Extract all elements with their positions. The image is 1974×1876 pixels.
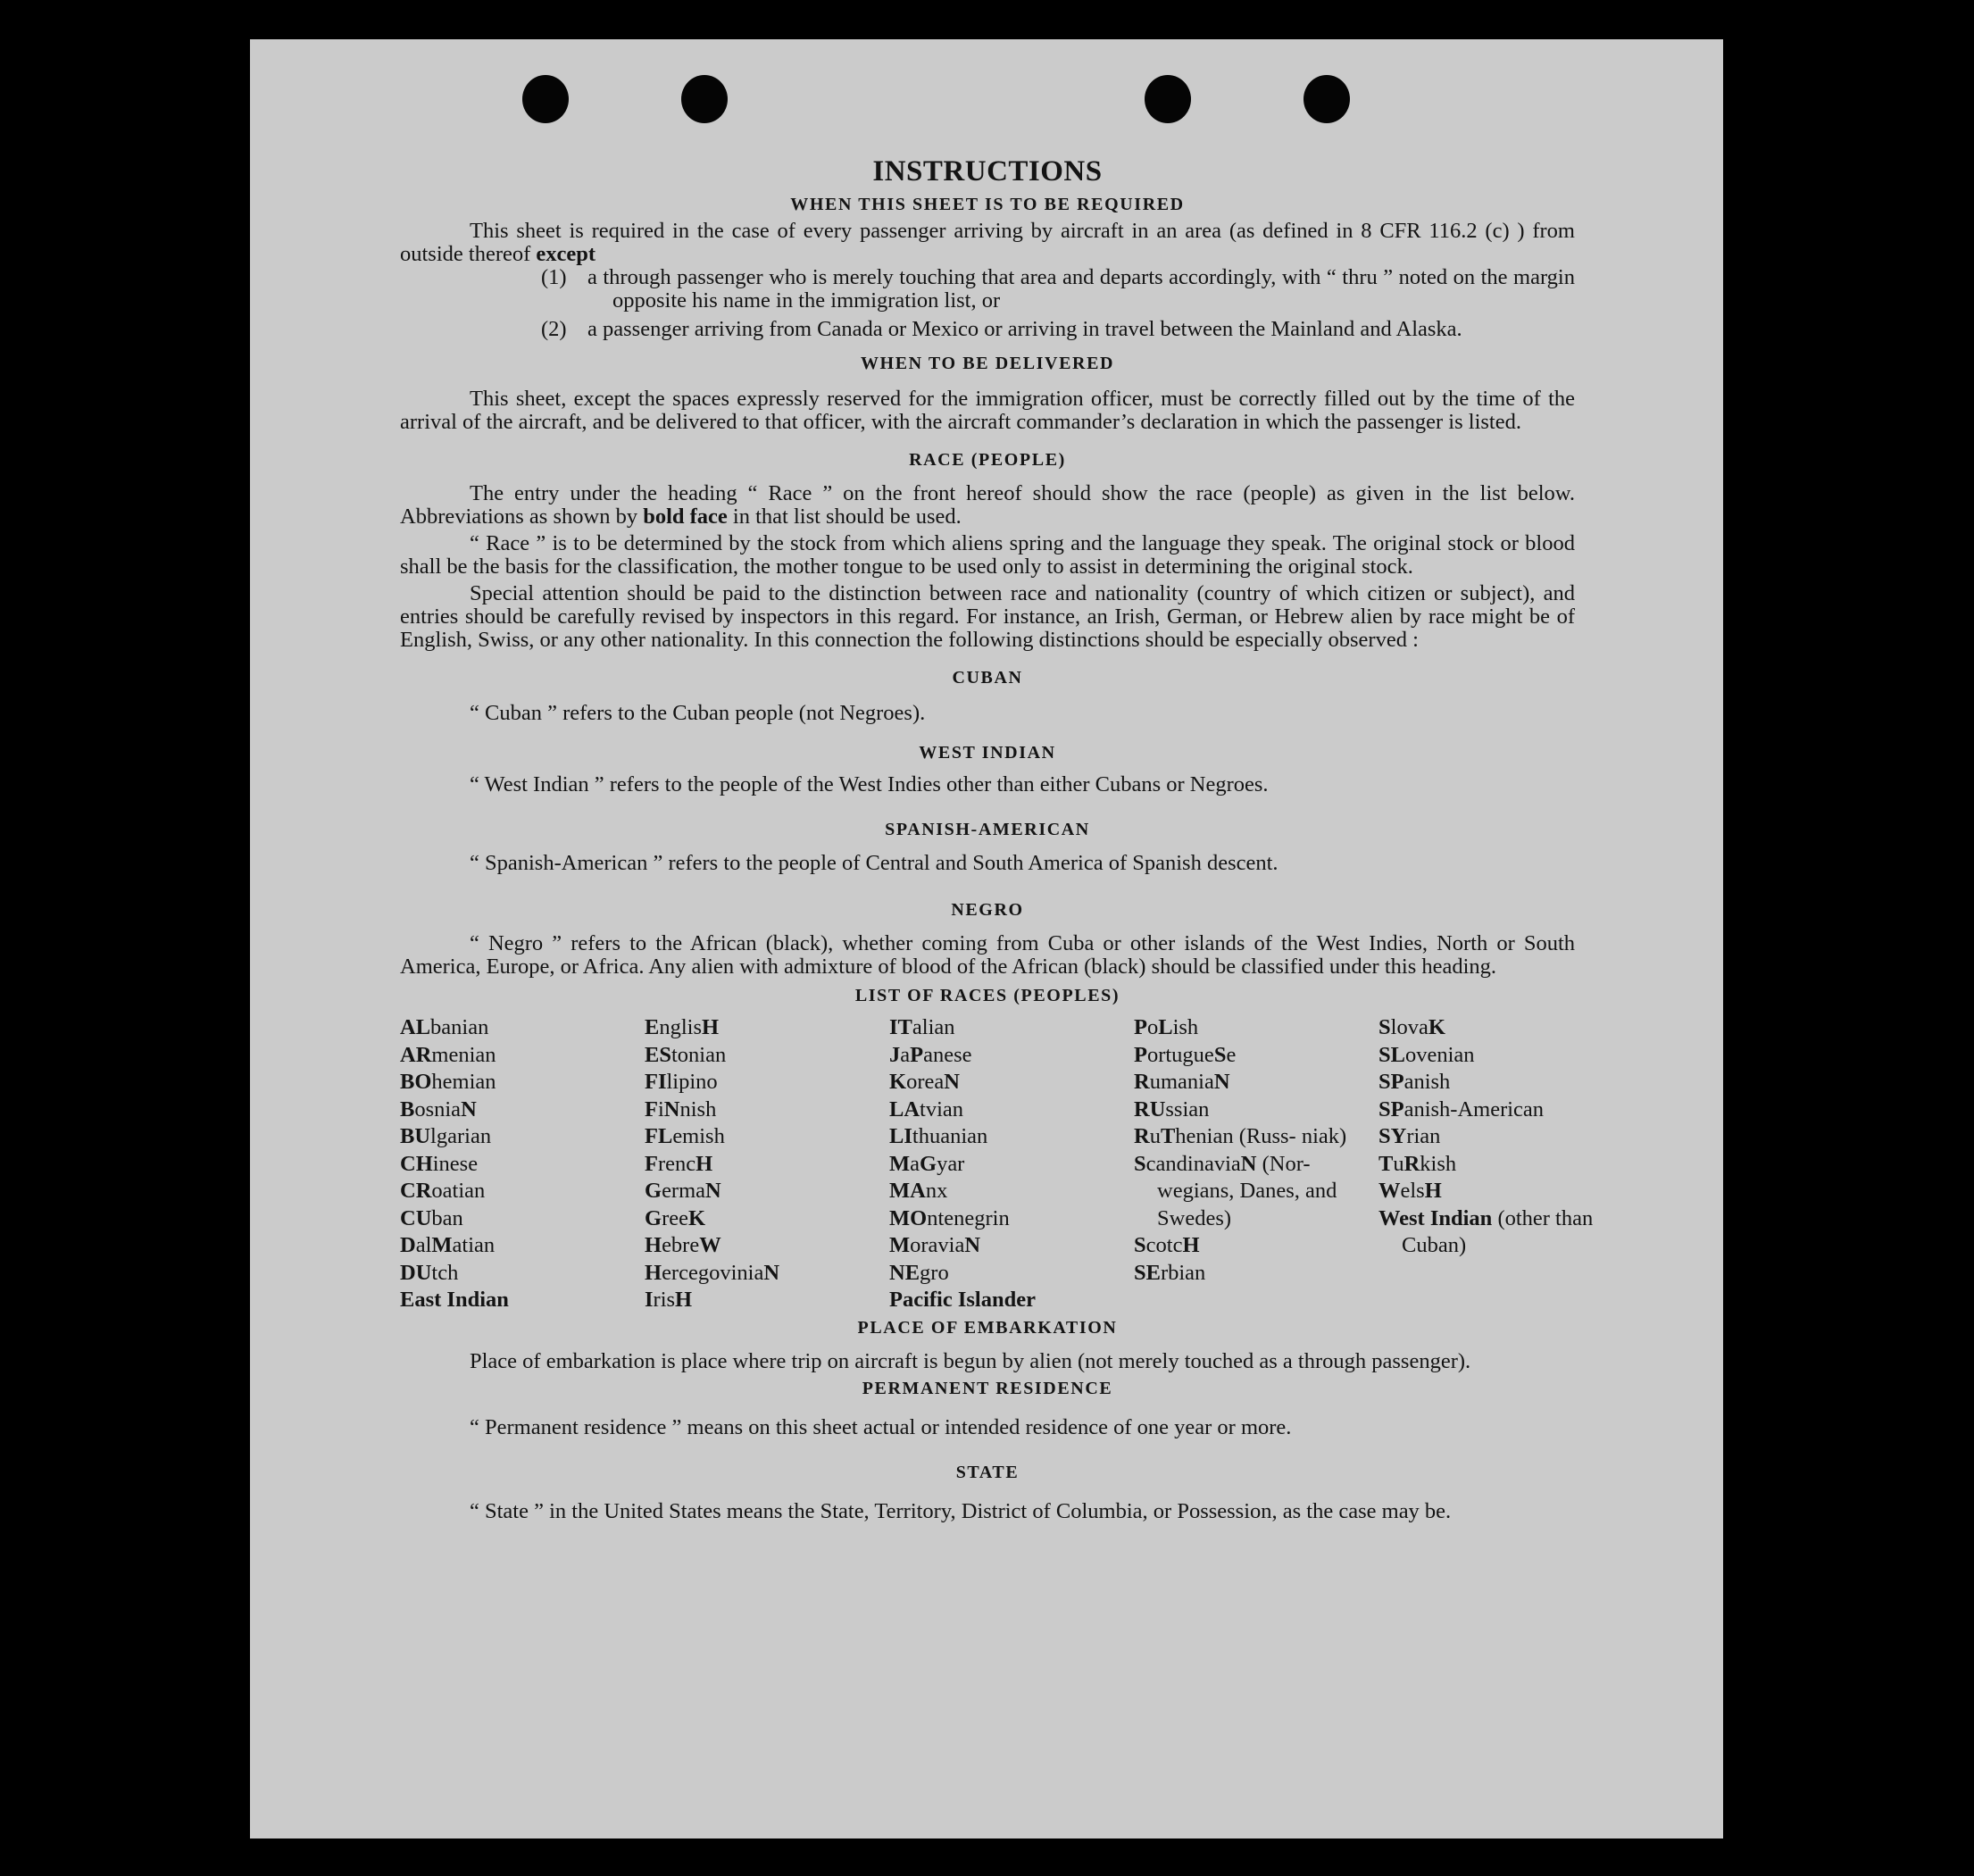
race-item: [645, 1205, 889, 1233]
race-text: u: [1393, 1151, 1404, 1176]
residence-text: “ Permanent residence ” means on this sheet actual or intended residence of one year or more.: [470, 1414, 1292, 1439]
race-item: [1134, 1096, 1378, 1124]
race-text: tonian: [670, 1042, 727, 1067]
race-abbrev: N: [1213, 1070, 1230, 1094]
race-abbrev: N: [944, 1070, 960, 1094]
race-text: a: [900, 1042, 911, 1067]
race-item: [645, 1232, 889, 1260]
race-column: [645, 1014, 889, 1314]
race-item: [645, 1096, 889, 1124]
heading-spanish-american: SPANISH-AMERICAN: [885, 820, 1090, 839]
race-item: [1134, 1151, 1378, 1233]
race-item: [1378, 1069, 1623, 1096]
list-item: [541, 318, 1575, 341]
race-text: rbian: [1160, 1260, 1206, 1285]
race-text: ovenian: [1404, 1042, 1475, 1067]
race-text: lipino: [666, 1070, 718, 1094]
race-text: rian: [1406, 1124, 1441, 1148]
race-abbrev: J: [889, 1042, 901, 1067]
race-abbrev: M: [431, 1233, 453, 1257]
negro-text: “ Negro ” refers to the African (black), whether coming from Cuba or other islands of the West Indies, North or South America, Europe, or Africa. Any alien with admixture of blood of the African (black) should be classified under this heading.: [400, 931, 1575, 979]
heading-when-delivered: WHEN TO BE DELIVERED: [860, 354, 1115, 373]
cuban-text: “ Cuban ” refers to the Cuban people (not Negroes).: [470, 701, 926, 725]
race-abbrev: G: [645, 1205, 662, 1230]
race-text: (other than Cuban): [1402, 1205, 1594, 1257]
race-p1-text-b: in that list should be used.: [732, 504, 962, 529]
race-text: orea: [906, 1070, 945, 1094]
race-abbrev: H: [1424, 1179, 1442, 1203]
race-text: umania: [1149, 1070, 1214, 1094]
race-abbrev: R: [1134, 1124, 1150, 1148]
race-item: [645, 1151, 889, 1179]
race-abbrev: H: [1182, 1233, 1200, 1257]
race-abbrev: K: [889, 1070, 907, 1094]
race-text: erma: [662, 1179, 706, 1203]
race-text: o: [1146, 1015, 1159, 1039]
race-item: [1378, 1205, 1623, 1260]
race-abbrev: MO: [889, 1205, 928, 1230]
race-text: inese: [432, 1151, 479, 1176]
race-text: banian: [430, 1015, 489, 1039]
embarkation-text: Place of embarkation is place where trip on aircraft is begun by alien (not merely touched as a through passenger).: [470, 1348, 1471, 1373]
race-abbrev: IT: [889, 1015, 912, 1039]
list-number: (1): [541, 265, 567, 289]
race-text: ree: [662, 1205, 688, 1230]
race-abbrev: G: [645, 1179, 662, 1203]
heading-when-required: WHEN THIS SHEET IS TO BE REQUIRED: [790, 195, 1185, 214]
race-abbrev: H: [675, 1288, 693, 1312]
race-item: [645, 1069, 889, 1096]
race-abbrev: P: [910, 1042, 924, 1067]
race-item: [645, 1260, 889, 1288]
heading-cuban: CUBAN: [952, 668, 1023, 688]
race-text: atian: [452, 1233, 496, 1257]
race-text: candinavia: [1145, 1151, 1241, 1176]
race-text: hemian: [431, 1070, 496, 1094]
race-abbrev: W: [699, 1233, 721, 1257]
race-abbrev: I: [645, 1288, 654, 1312]
race-abbrev: K: [1428, 1015, 1445, 1039]
race-abbrev: FL: [645, 1124, 673, 1148]
race-abbrev: B: [400, 1096, 415, 1121]
race-text: ssian: [1165, 1096, 1210, 1121]
race-text: ris: [653, 1288, 676, 1312]
race-item: [400, 1205, 645, 1233]
race-item: [889, 1069, 1134, 1096]
race-item: [1134, 1042, 1378, 1070]
race-abbrev: T: [1160, 1124, 1176, 1148]
race-item: [645, 1178, 889, 1205]
race-text: renc: [657, 1151, 696, 1176]
race-abbrev: M: [889, 1151, 911, 1176]
race-abbrev: LA: [889, 1096, 920, 1121]
race-abbrev: AR: [400, 1042, 432, 1067]
race-abbrev: DU: [400, 1260, 432, 1285]
race-text: ebre: [662, 1233, 700, 1257]
race-text: tch: [431, 1260, 459, 1285]
race-abbrev: SP: [1378, 1096, 1404, 1121]
heading-place-of-embarkation: PLACE OF EMBARKATION: [857, 1317, 1118, 1338]
race-column: [1378, 1014, 1623, 1314]
race-abbrev: RU: [1134, 1096, 1166, 1121]
list-item: [541, 266, 1575, 313]
heading-state: STATE: [955, 1462, 1020, 1482]
race-item: [400, 1014, 645, 1042]
list-text: a passenger arriving from Canada or Mexico or arriving in travel between the Mainland and Alaska.: [587, 317, 1462, 341]
list-number: (2): [541, 317, 567, 341]
race-item: [645, 1287, 889, 1314]
race-text: a: [910, 1151, 920, 1176]
race-abbrev: West Indian: [1378, 1205, 1493, 1230]
race-abbrev: FI: [645, 1070, 667, 1094]
race-text: nglis: [659, 1015, 702, 1039]
west-indian-text: “ West Indian ” refers to the people of the West Indies other than either Cubans or Negroes.: [470, 772, 1269, 796]
race-item: [889, 1287, 1134, 1314]
race-text: i: [657, 1096, 664, 1121]
heading-negro: NEGRO: [951, 900, 1024, 920]
race-item: [889, 1014, 1134, 1042]
race-abbrev: P: [1134, 1015, 1147, 1039]
race-abbrev: T: [1378, 1151, 1394, 1176]
heading-permanent-residence: PERMANENT RESIDENCE: [862, 1378, 1113, 1398]
race-column: [400, 1014, 645, 1314]
race-item: [400, 1260, 645, 1288]
heading-west-indian: WEST INDIAN: [919, 743, 1056, 763]
race-item: [1134, 1069, 1378, 1096]
race-item: [645, 1014, 889, 1042]
race-abbrev: S: [1134, 1233, 1146, 1257]
race-column: [889, 1014, 1134, 1314]
race-abbrev: SP: [1378, 1070, 1404, 1094]
race-abbrev: N: [705, 1179, 721, 1203]
race-item: [1378, 1178, 1623, 1205]
race-text: anese: [923, 1042, 972, 1067]
race-item: [400, 1042, 645, 1070]
race-abbrev: H: [702, 1015, 720, 1039]
race-column: [1134, 1014, 1378, 1314]
race-abbrev: SY: [1378, 1124, 1407, 1148]
race-item: [400, 1287, 645, 1314]
punch-hole: [522, 75, 569, 123]
required-intro-text: This sheet is required in the case of every passenger arriving by aircraft in an area (as defined in 8 CFR 116.2 (c) ) from outside thereof: [400, 219, 1575, 266]
delivered-text: This sheet, except the spaces expressly reserved for the immigration officer, must be correctly filled out by the time of the arrival of the aircraft, and be delivered to that officer, with the aircraft commander’s declaration in which the passenger is listed.: [400, 387, 1575, 434]
race-abbrev: BU: [400, 1124, 431, 1148]
race-text: kish: [1420, 1151, 1457, 1176]
instructions-content: [400, 154, 1594, 1527]
race-p1-bold: bold face: [643, 504, 728, 529]
race-abbrev: K: [687, 1205, 706, 1230]
race-text: els: [1400, 1179, 1425, 1203]
race-text: anish: [1403, 1070, 1451, 1094]
race-text: gro: [920, 1260, 949, 1285]
race-abbrev: H: [645, 1233, 662, 1257]
race-abbrev: CU: [400, 1205, 432, 1230]
race-abbrev: N: [461, 1096, 477, 1121]
race-text: ortugue: [1146, 1042, 1214, 1067]
race-item: [1134, 1123, 1378, 1151]
race-text: menian: [431, 1042, 496, 1067]
race-item: [400, 1151, 645, 1179]
race-abbrev: F: [645, 1096, 658, 1121]
race-text: e: [1226, 1042, 1237, 1067]
race-item: [889, 1205, 1134, 1233]
race-abbrev: BO: [400, 1070, 432, 1094]
race-abbrev: N: [964, 1233, 981, 1257]
race-text: anish-American: [1403, 1096, 1545, 1121]
race-abbrev: G: [920, 1151, 937, 1176]
race-abbrev: H: [695, 1151, 713, 1176]
race-abbrev: E: [645, 1015, 660, 1039]
race-text: ban: [431, 1205, 463, 1230]
race-paragraph-1: [400, 482, 1575, 529]
race-text: (Nor- wegians, Danes, and Swedes): [1157, 1151, 1337, 1230]
race-abbrev: CH: [400, 1151, 433, 1176]
race-abbrev: M: [889, 1233, 911, 1257]
race-text: ercegovinia: [662, 1260, 764, 1285]
race-item: [400, 1096, 645, 1124]
race-abbrev: Pacific Islander: [889, 1288, 1036, 1312]
race-item: [1134, 1014, 1378, 1042]
race-item: [400, 1232, 645, 1260]
race-text: emish: [672, 1124, 725, 1148]
race-abbrev: S: [1378, 1015, 1391, 1039]
race-item: [1134, 1232, 1378, 1260]
heading-list-of-races: LIST OF RACES (PEOPLES): [854, 986, 1120, 1005]
race-item: [889, 1096, 1134, 1124]
race-abbrev: L: [1158, 1015, 1173, 1039]
spanish-american-text: “ Spanish-American ” refers to the people of Central and South America of Spanish descent.: [470, 851, 1279, 875]
required-intro-except: except: [536, 242, 596, 266]
race-item: [889, 1151, 1134, 1179]
race-text: u: [1149, 1124, 1161, 1148]
race-paragraph-2: “ Race ” is to be determined by the stock from which aliens spring and the language they speak. The original stock or blood shall be the basis for the classification, the mother tongue to be used only to assist in determining the original stock.: [400, 531, 1575, 579]
race-abbrev: P: [1134, 1042, 1147, 1067]
race-p1-text-a: The entry under the heading “ Race ” on the front hereof should show the race (people) as given in the list below. Abbreviations as shown by: [400, 481, 1575, 529]
races-table: [400, 1014, 1594, 1314]
race-abbrev: East Indian: [400, 1288, 509, 1312]
race-abbrev: S: [1134, 1151, 1146, 1176]
race-item: [645, 1042, 889, 1070]
race-abbrev: N: [663, 1096, 680, 1121]
race-item: [1378, 1151, 1623, 1179]
race-abbrev: N: [763, 1260, 780, 1285]
page-title: INSTRUCTIONS: [872, 155, 1103, 188]
race-text: henian (Russ- niak): [1175, 1124, 1347, 1148]
race-item: [889, 1232, 1134, 1260]
heading-race: RACE (PEOPLE): [909, 450, 1066, 470]
race-abbrev: SE: [1134, 1260, 1161, 1285]
race-item: [1134, 1260, 1378, 1288]
document-sheet: [250, 39, 1723, 1838]
race-text: nx: [925, 1179, 948, 1203]
required-intro: [400, 220, 1575, 266]
race-item: [1378, 1123, 1623, 1151]
race-item: [1378, 1014, 1623, 1042]
race-paragraph-3: Special attention should be paid to the distinction between race and nationality (country of which citizen or subject), and entries should be carefully revised by inspectors in this regard. For instance, an Irish, German, or Hebrew alien by race might be of English, Swiss, or any other nationality. In this connection the following distinctions should be especially observed :: [400, 581, 1575, 652]
race-abbrev: H: [645, 1260, 662, 1285]
race-abbrev: ES: [645, 1042, 671, 1067]
race-item: [400, 1178, 645, 1205]
race-text: thuanian: [912, 1124, 988, 1148]
race-text: nish: [679, 1096, 717, 1121]
race-abbrev: AL: [400, 1015, 431, 1039]
race-text: oravia: [910, 1233, 965, 1257]
race-text: lova: [1390, 1015, 1428, 1039]
punch-hole: [1145, 75, 1191, 123]
race-abbrev: SL: [1378, 1042, 1405, 1067]
race-item: [400, 1069, 645, 1096]
race-text: cotc: [1145, 1233, 1183, 1257]
race-abbrev: W: [1378, 1179, 1401, 1203]
race-text: lgarian: [430, 1124, 492, 1148]
race-item: [889, 1042, 1134, 1070]
race-text: ntenegrin: [927, 1205, 1010, 1230]
race-text: ish: [1172, 1015, 1199, 1039]
race-text: alian: [912, 1015, 955, 1039]
race-item: [1378, 1042, 1623, 1070]
race-item: [889, 1123, 1134, 1151]
race-abbrev: MA: [889, 1179, 926, 1203]
exceptions-list: [541, 266, 1575, 341]
race-abbrev: LI: [889, 1124, 912, 1148]
race-item: [1378, 1096, 1623, 1124]
race-abbrev: R: [1134, 1070, 1150, 1094]
punch-hole: [681, 75, 728, 123]
punch-hole: [1304, 75, 1350, 123]
race-text: al: [415, 1233, 432, 1257]
race-item: [889, 1178, 1134, 1205]
state-text: “ State ” in the United States means the State, Territory, District of Columbia, or Possession, as the case may be.: [470, 1498, 1452, 1523]
race-text: osnia: [414, 1096, 462, 1121]
race-abbrev: N: [1240, 1151, 1257, 1176]
race-abbrev: F: [645, 1151, 658, 1176]
race-abbrev: R: [1403, 1151, 1420, 1176]
race-item: [400, 1123, 645, 1151]
race-abbrev: CR: [400, 1179, 432, 1203]
race-abbrev: S: [1213, 1042, 1227, 1067]
race-item: [889, 1260, 1134, 1288]
list-text: a through passenger who is merely touching that area and departs accordingly, with “ thru ” noted on the margin opposite his name in the immigration list, or: [587, 265, 1575, 313]
race-abbrev: D: [400, 1233, 416, 1257]
race-text: oatian: [431, 1179, 486, 1203]
race-item: [645, 1123, 889, 1151]
race-text: tvian: [920, 1096, 964, 1121]
race-abbrev: NE: [889, 1260, 920, 1285]
race-text: yar: [937, 1151, 965, 1176]
